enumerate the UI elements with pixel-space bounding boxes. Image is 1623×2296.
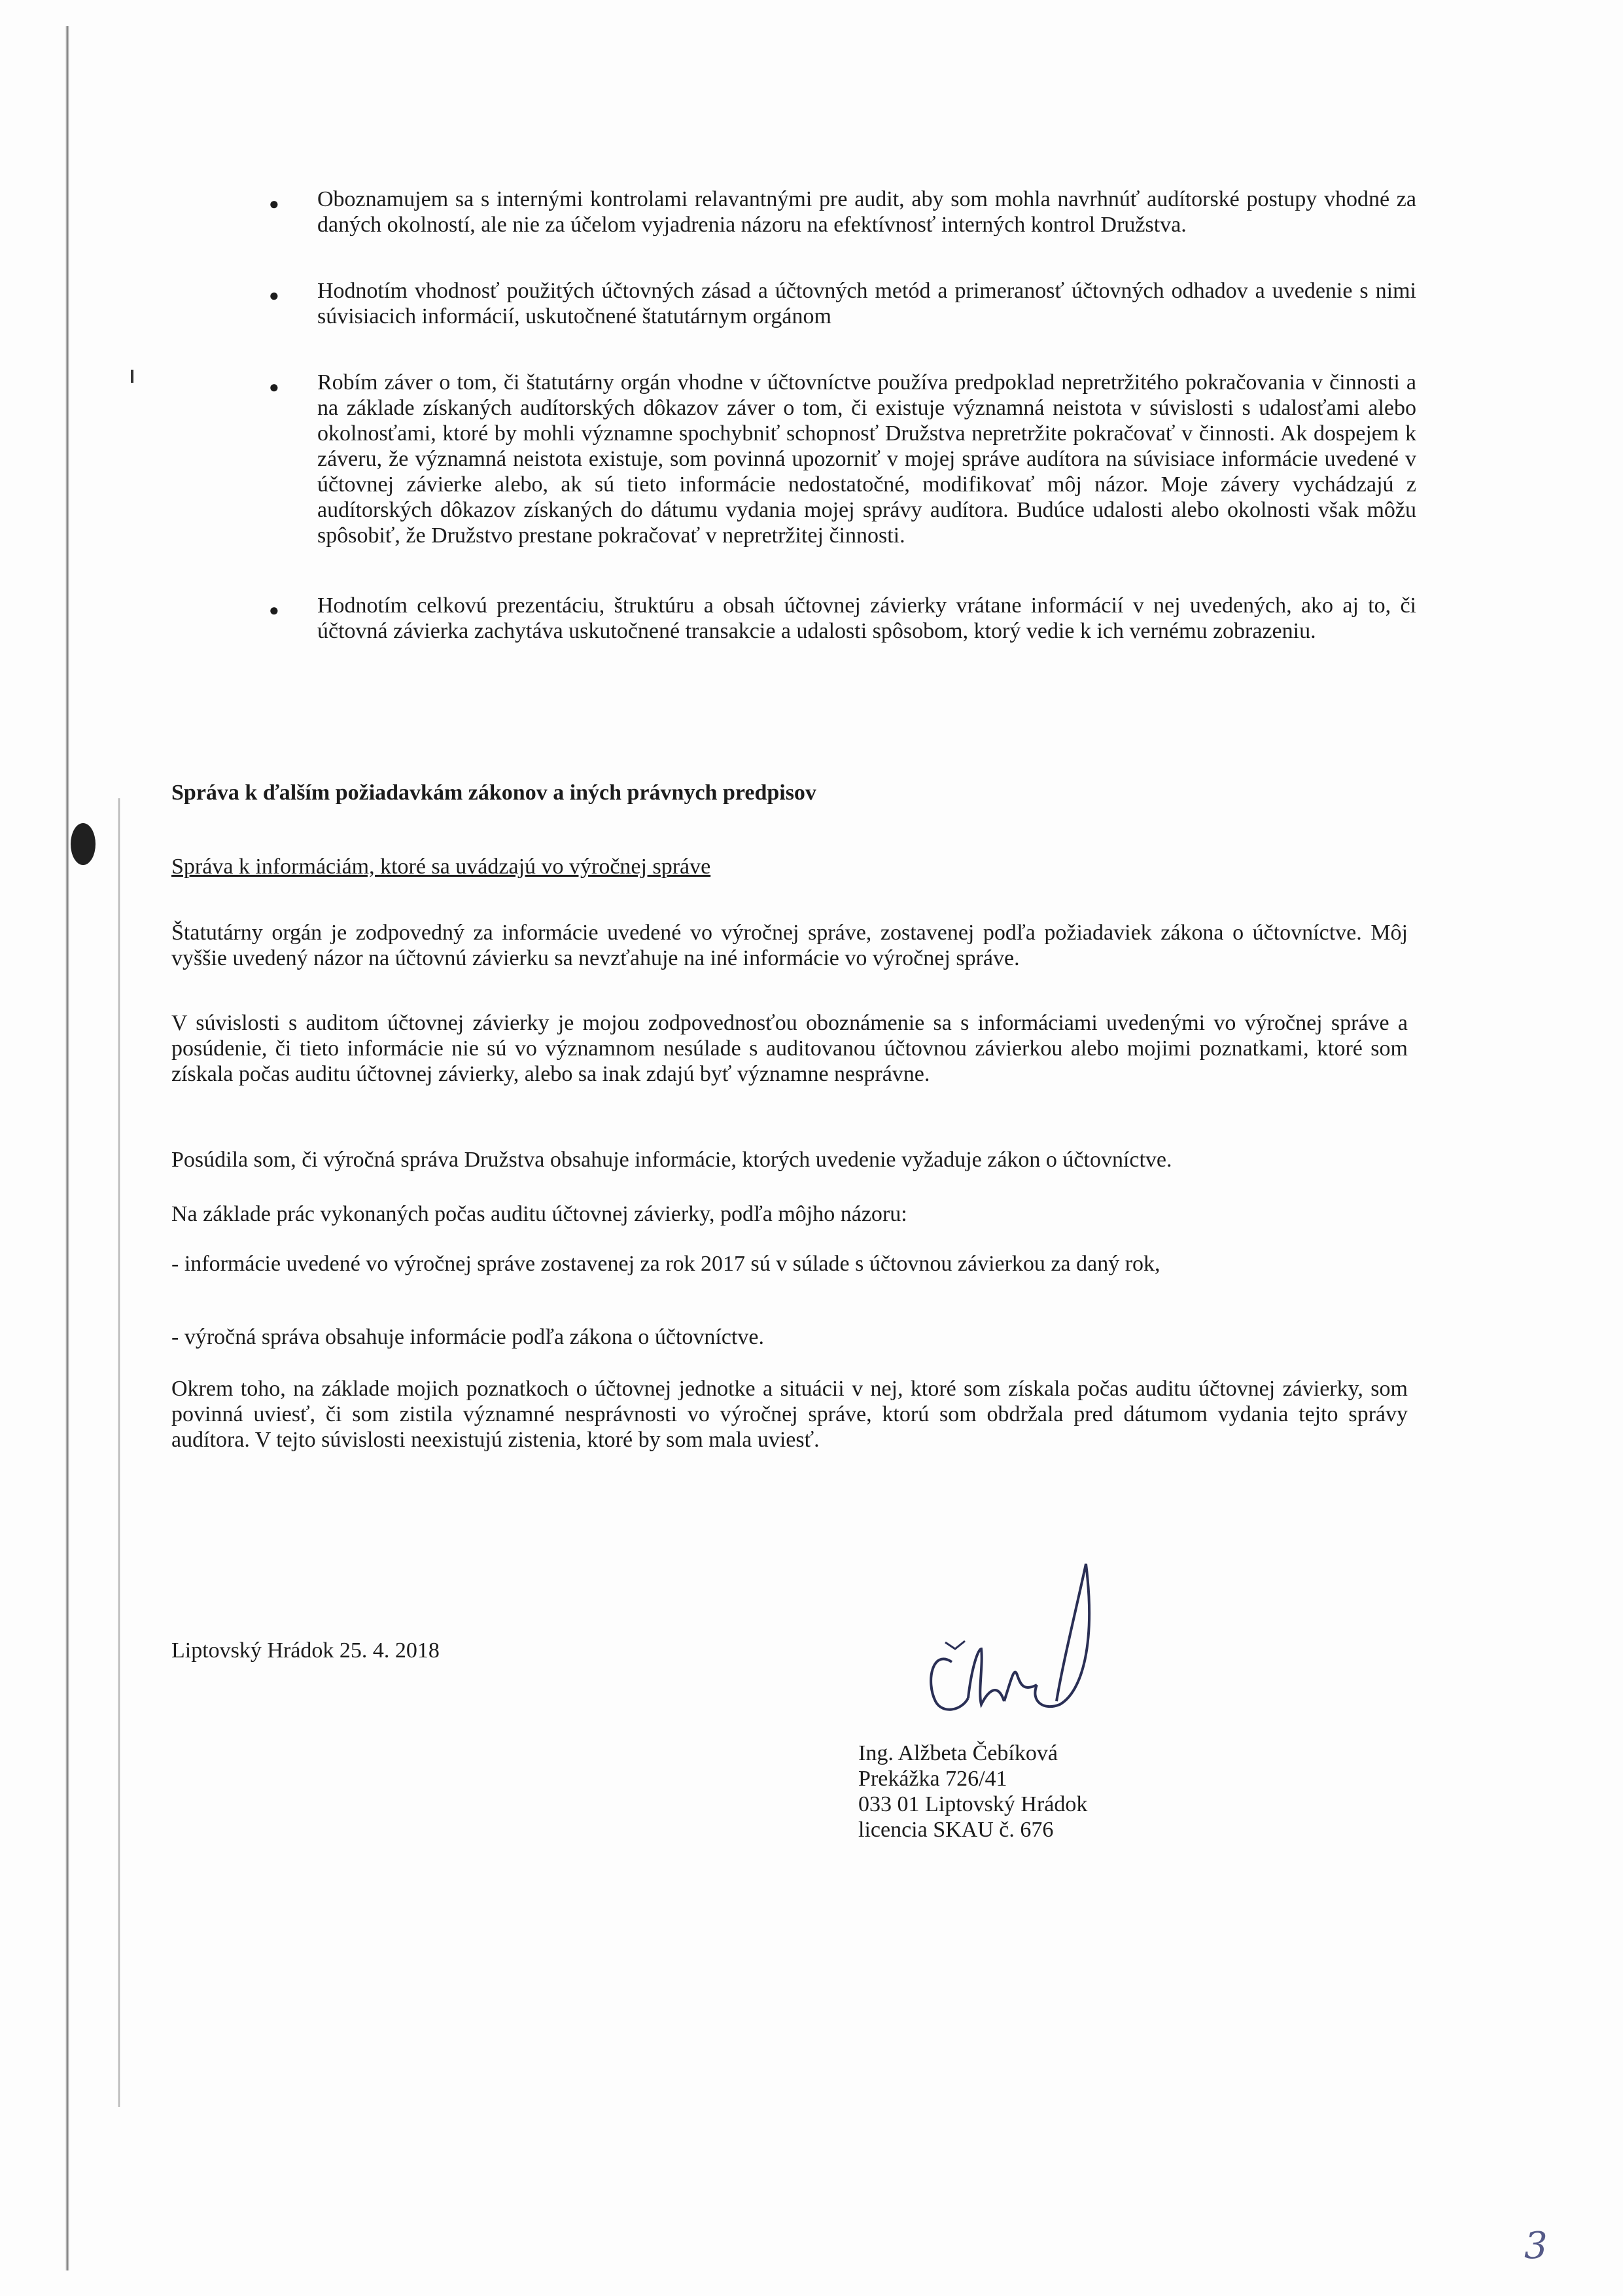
paragraph: V súvislosti s auditom účtovnej závierky je mojou zodpovednosťou oboznámenie sa s informáciami uvedenými vo výročnej správe a posúdenie, či tieto informácie nie sú vo významnom nesúlade s auditovanou účtovnou závierkou alebo mojimi poznatkami, ktoré som získala počas auditu účtovnej závierky, alebo sa inak zdajú byť významne nesprávne. <box>171 1011 1408 1086</box>
bullet-text: Hodnotím vhodnosť použitých účtovných zásad a účtovných metód a primeranosť účtovných odhadov a uvedenie s nimi súvisiacich informácií, uskutočnené štatutárnym orgánom <box>317 279 1416 328</box>
scan-edge-shadow <box>65 26 69 2270</box>
paragraph: Na základe prác vykonaných počas auditu účtovnej závierky, podľa môjho názoru: <box>171 1202 907 1226</box>
bullet-item <box>258 278 1416 329</box>
paragraph: Okrem toho, na základe mojich poznatkoch o účtovnej jednotke a situácii v nej, ktoré som získala počas auditu účtovnej závierky, som povinná uviesť, či som zistila významné nesprávnosti vo výročnej správe, ktorú som obdržala pred dátumom vydania tejto správy audítora. V tejto súvislosti neexistujú zistenia, ktoré by som mala uviesť. <box>171 1377 1408 1452</box>
bullet-list <box>258 186 1416 688</box>
bullet-dot-icon: ● <box>269 378 279 397</box>
place-and-date: Liptovský Hrádok 25. 4. 2018 <box>171 1638 440 1663</box>
section-heading: Správa k ďalším požiadavkám zákonov a iných právnych predpisov <box>171 781 816 805</box>
paragraph: - informácie uvedené vo výročnej správe zostavenej za rok 2017 sú v súlade s účtovnou závierkou za daný rok, <box>171 1252 1161 1276</box>
signer-street: Prekážka 726/41 <box>858 1767 1007 1791</box>
bullet-text: Oboznamujem sa s internými kontrolami relavantnými pre audit, aby som mohla navrhnúť audítorské postupy vhodné za daných okolností, ale nie za účelom vyjadrenia názoru na efektívnosť interných kontrol Družstva. <box>317 187 1416 237</box>
handwritten-signature <box>906 1551 1102 1734</box>
signer-block <box>858 1740 1087 1843</box>
paragraph: - výročná správa obsahuje informácie podľa zákona o účtovníctve. <box>171 1325 764 1349</box>
signer-license: licencia SKAU č. 676 <box>858 1818 1054 1842</box>
bullet-dot-icon: ● <box>269 194 279 213</box>
punch-hole-mark <box>71 823 96 865</box>
sub-heading: Správa k informáciám, ktoré sa uvádzajú vo výročnej správe <box>171 855 711 879</box>
bullet-text: Robím záver o tom, či štatutárny orgán vhodne v účtovníctve používa predpoklad nepretržitého pokračovania v činnosti a na základe získaných audítorských dôkazov záver o tom, či existuje významná neistota v súvislosti s udalosťami alebo okolnosťami, ktoré by mohli významne spochybniť schopnosť Družstva nepretržite pokračovať v činnosti. Ak dospejem k záveru, že významná neistota existuje, som povinná upozorniť v mojej správe audítora na súvisiace informácie uvedené v účtovnej závierke alebo, ak sú tieto informácie nedostatočné, modifikovať môj názor. Moje závery vychádzajú z audítorských dôkazov získaných do dátumu vydania mojej správy audítora. Budúce udalosti alebo okolnosti však môžu spôsobiť, že Družstvo prestane pokračovať v nepretržitej činnosti. <box>317 370 1416 548</box>
bullet-item <box>258 186 1416 238</box>
signer-name: Ing. Alžbeta Čebíková <box>858 1741 1058 1765</box>
bullet-dot-icon: ● <box>269 286 279 305</box>
bullet-dot-icon: ● <box>269 601 279 620</box>
page-number: 3 <box>1524 2225 1548 2267</box>
margin-tick-mark <box>131 370 133 383</box>
signer-city: 033 01 Liptovský Hrádok <box>858 1792 1088 1816</box>
bullet-text: Hodnotím celkovú prezentáciu, štruktúru a obsah účtovnej závierky vrátane informácií v nej uvedených, ako aj to, či účtovná závierka zachytáva uskutočnené transakcie a udalosti spôsobom, ktorý vedie k ich vernému zobrazeniu. <box>317 593 1416 643</box>
bullet-item <box>258 370 1416 548</box>
bullet-item <box>258 593 1416 644</box>
paragraph: Posúdila som, či výročná správa Družstva obsahuje informácie, ktorých uvedenie vyžaduje zákon o účtovníctve. <box>171 1148 1172 1172</box>
scan-edge-shadow-inner <box>118 798 120 2107</box>
paragraph: Štatutárny orgán je zodpovedný za informácie uvedené vo výročnej správe, zostavenej podľa požiadaviek zákona o účtovníctve. Môj vyššie uvedený názor na účtovnú závierku sa nevzťahuje na iné informácie vo výročnej správe. <box>171 921 1408 970</box>
